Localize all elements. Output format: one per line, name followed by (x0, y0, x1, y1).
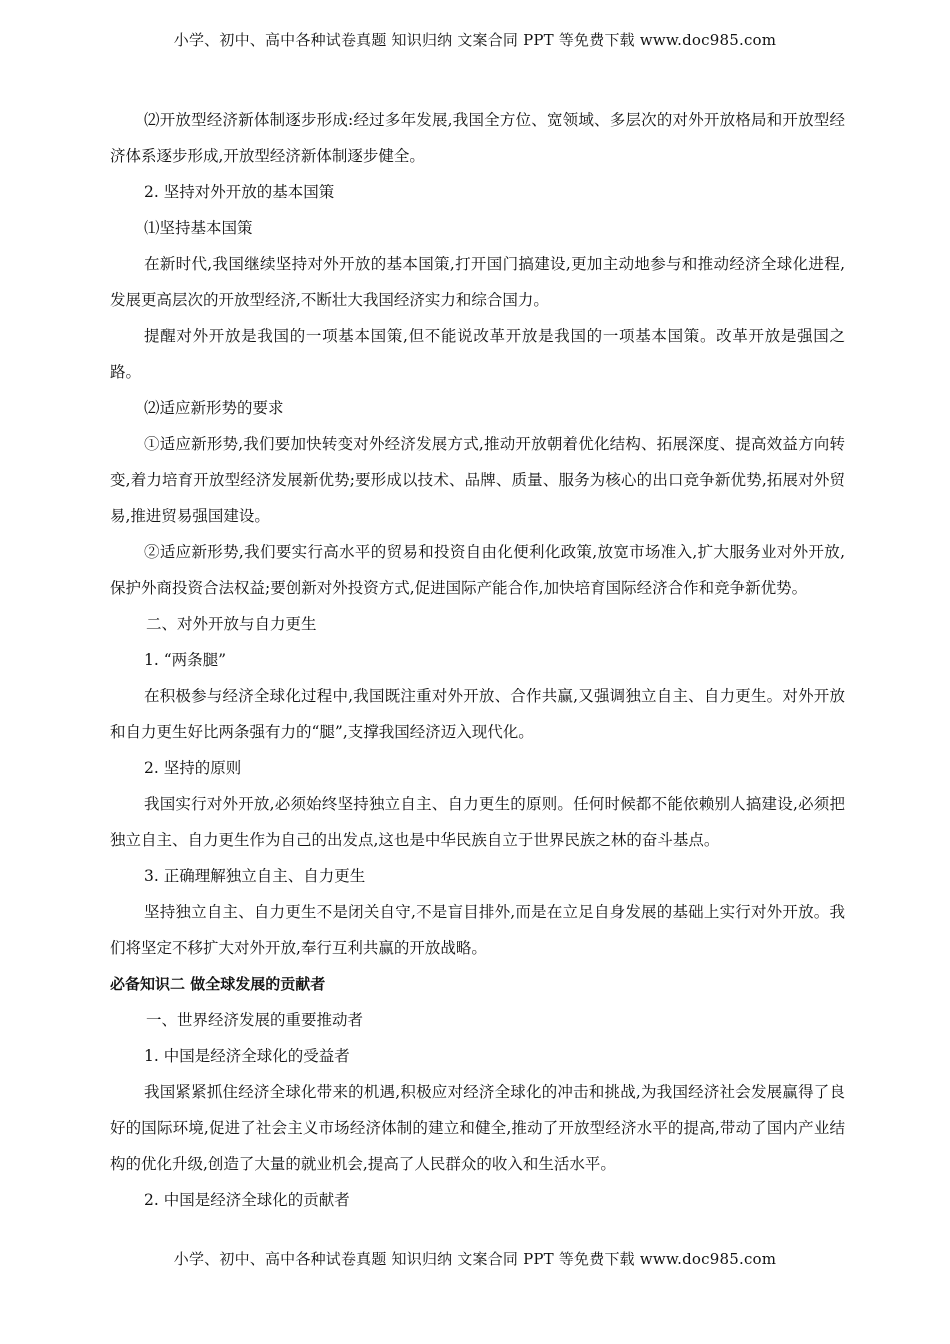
subheading: ⑴坚持基本国策 (144, 219, 253, 237)
paragraph: ②适应新形势,我们要实行高水平的贸易和投资自由化便利化政策,放宽市场准入,扩大服务业对外开放,保护外商投资合法权益;要创新对外投资方式,促进国际产能合作,加快培育国际经济合作和竞争新优势。 (110, 543, 845, 597)
subheading: ⑵适应新形势的要求 (144, 399, 284, 417)
subheading: 2. 中国是经济全球化的贡献者 (144, 1191, 350, 1209)
knowledge-heading: 必备知识二 做全球发展的贡献者 (110, 975, 326, 993)
section-heading: 一、世界经济发展的重要推动者 (146, 1011, 364, 1029)
subheading: 1. “两条腿” (144, 651, 227, 669)
subheading: 3. 正确理解独立自主、自力更生 (144, 867, 366, 885)
page-footer: 小学、初中、高中各种试卷真题 知识归纳 文案合同 PPT 等免费下载 www.doc985.com (173, 1250, 777, 1268)
subheading: 1. 中国是经济全球化的受益者 (144, 1047, 350, 1065)
paragraph: 提醒对外开放是我国的一项基本国策,但不能说改革开放是我国的一项基本国策。改革开放是强国之路。 (110, 327, 845, 381)
subheading: 2. 坚持对外开放的基本国策 (144, 183, 335, 201)
paragraph: 在积极参与经济全球化过程中,我国既注重对外开放、合作共赢,又强调独立自主、自力更生。对外开放和自力更生好比两条强有力的“腿”,支撑我国经济迈入现代化。 (110, 687, 845, 741)
section-heading: 二、对外开放与自力更生 (146, 615, 317, 633)
paragraph: ⑵开放型经济新体制逐步形成:经过多年发展,我国全方位、宽领域、多层次的对外开放格局和开放型经济体系逐步形成,开放型经济新体制逐步健全。 (110, 111, 845, 165)
paragraph: 我国紧紧抓住经济全球化带来的机遇,积极应对经济全球化的冲击和挑战,为我国经济社会发展赢得了良好的国际环境,促进了社会主义市场经济体制的建立和健全,推动了开放型经济水平的提高,带动了国内产业结构的优化升级,创造了大量的就业机会,提高了人民群众的收入和生活水平。 (110, 1083, 845, 1173)
paragraph: 在新时代,我国继续坚持对外开放的基本国策,打开国门搞建设,更加主动地参与和推动经济全球化进程,发展更高层次的开放型经济,不断壮大我国经济实力和综合国力。 (110, 255, 845, 309)
document-body (110, 102, 845, 1218)
paragraph: 我国实行对外开放,必须始终坚持独立自主、自力更生的原则。任何时候都不能依赖别人搞建设,必须把独立自主、自力更生作为自己的出发点,这也是中华民族自立于世界民族之林的奋斗基点。 (110, 795, 845, 849)
subheading: 2. 坚持的原则 (144, 759, 242, 777)
paragraph: 坚持独立自主、自力更生不是闭关自守,不是盲目排外,而是在立足自身发展的基础上实行对外开放。我们将坚定不移扩大对外开放,奉行互利共赢的开放战略。 (110, 903, 845, 957)
page-header: 小学、初中、高中各种试卷真题 知识归纳 文案合同 PPT 等免费下载 www.doc985.com (173, 31, 777, 49)
paragraph: ①适应新形势,我们要加快转变对外经济发展方式,推动开放朝着优化结构、拓展深度、提高效益方向转变,着力培育开放型经济发展新优势;要形成以技术、品牌、质量、服务为核心的出口竞争新优势,拓展对外贸易,推进贸易强国建设。 (110, 435, 845, 525)
